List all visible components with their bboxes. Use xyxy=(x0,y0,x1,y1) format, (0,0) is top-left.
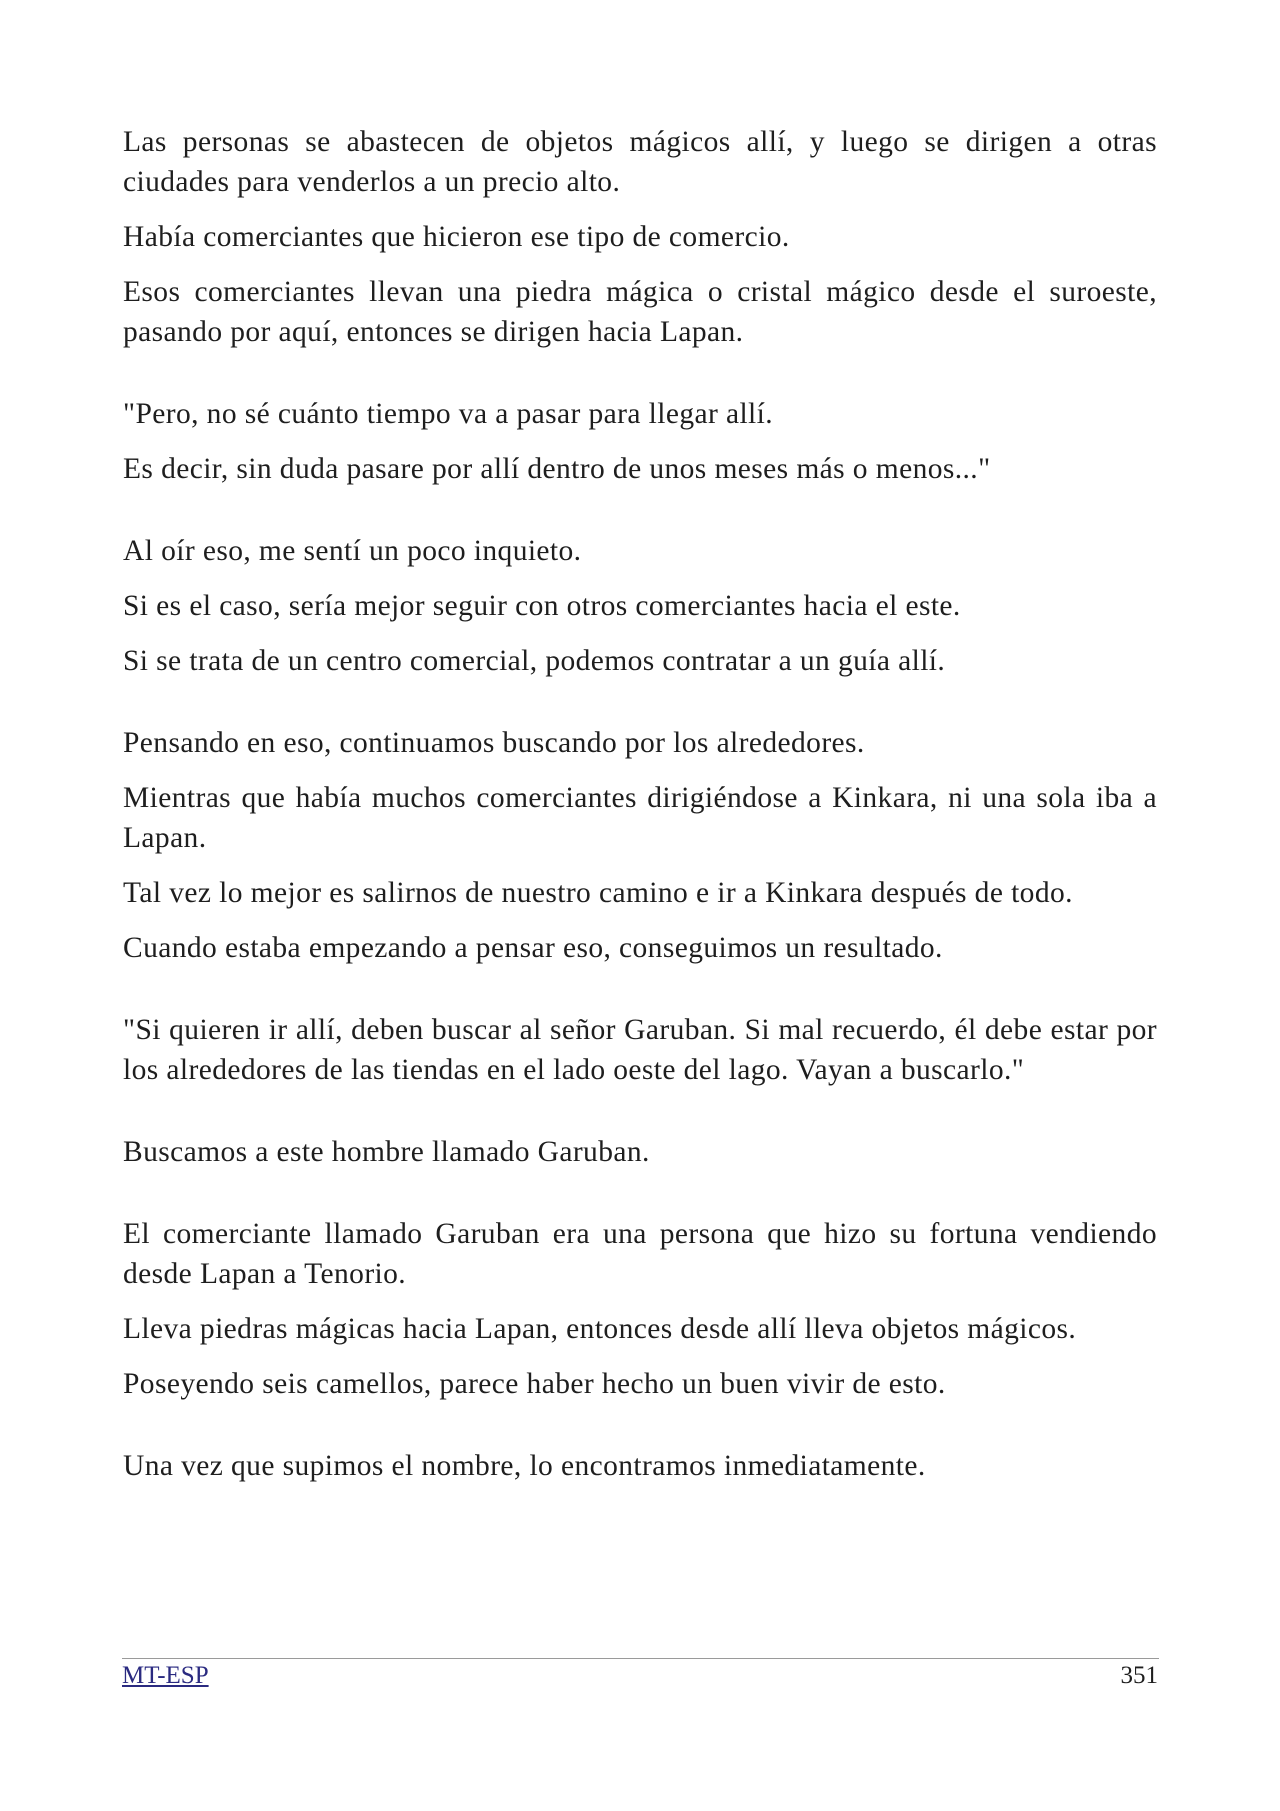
paragraph: Si es el caso, sería mejor seguir con otros comerciantes hacia el este. xyxy=(123,590,961,622)
page-number: 351 xyxy=(1120,1662,1158,1689)
footer-source-link[interactable]: MT-ESP xyxy=(122,1662,209,1689)
paragraph: Las personas se abastecen de objetos mágicos allí, y luego se dirigen a otras ciudades para venderlos a un precio alto. xyxy=(123,126,1157,198)
paragraph: Lleva piedras mágicas hacia Lapan, entonces desde allí lleva objetos mágicos. xyxy=(123,1313,1077,1345)
paragraph: Esos comerciantes llevan una piedra mágica o cristal mágico desde el suroeste, pasando por aquí, entonces se dirigen hacia Lapan. xyxy=(123,276,1157,348)
paragraph: Una vez que supimos el nombre, lo encontramos inmediatamente. xyxy=(123,1450,926,1482)
page-body xyxy=(123,122,1157,1501)
paragraph: Buscamos a este hombre llamado Garuban. xyxy=(123,1136,650,1168)
paragraph: Poseyendo seis camellos, parece haber hecho un buen vivir de esto. xyxy=(123,1368,946,1400)
paragraph: Cuando estaba empezando a pensar eso, conseguimos un resultado. xyxy=(123,932,943,964)
paragraph: El comerciante llamado Garuban era una persona que hizo su fortuna vendiendo desde Lapan a Tenorio. xyxy=(123,1218,1157,1290)
paragraph: Es decir, sin duda pasare por allí dentro de unos meses más o menos..." xyxy=(123,453,991,485)
paragraph: Si se trata de un centro comercial, podemos contratar a un guía allí. xyxy=(123,645,946,677)
paragraph: Había comerciantes que hicieron ese tipo de comercio. xyxy=(123,221,790,253)
paragraph: Mientras que había muchos comerciantes dirigiéndose a Kinkara, ni una sola iba a Lapan. xyxy=(123,782,1157,854)
paragraph: Pensando en eso, continuamos buscando por los alrededores. xyxy=(123,727,865,759)
footer-divider xyxy=(122,1658,1159,1659)
paragraph: "Si quieren ir allí, deben buscar al señor Garuban. Si mal recuerdo, él debe estar por los alrededores de las tiendas en el lado oeste del lago. Vayan a buscarlo." xyxy=(123,1014,1157,1086)
paragraph: Tal vez lo mejor es salirnos de nuestro camino e ir a Kinkara después de todo. xyxy=(123,877,1073,909)
paragraph: Al oír eso, me sentí un poco inquieto. xyxy=(123,535,582,567)
paragraph: "Pero, no sé cuánto tiempo va a pasar para llegar allí. xyxy=(123,398,774,430)
